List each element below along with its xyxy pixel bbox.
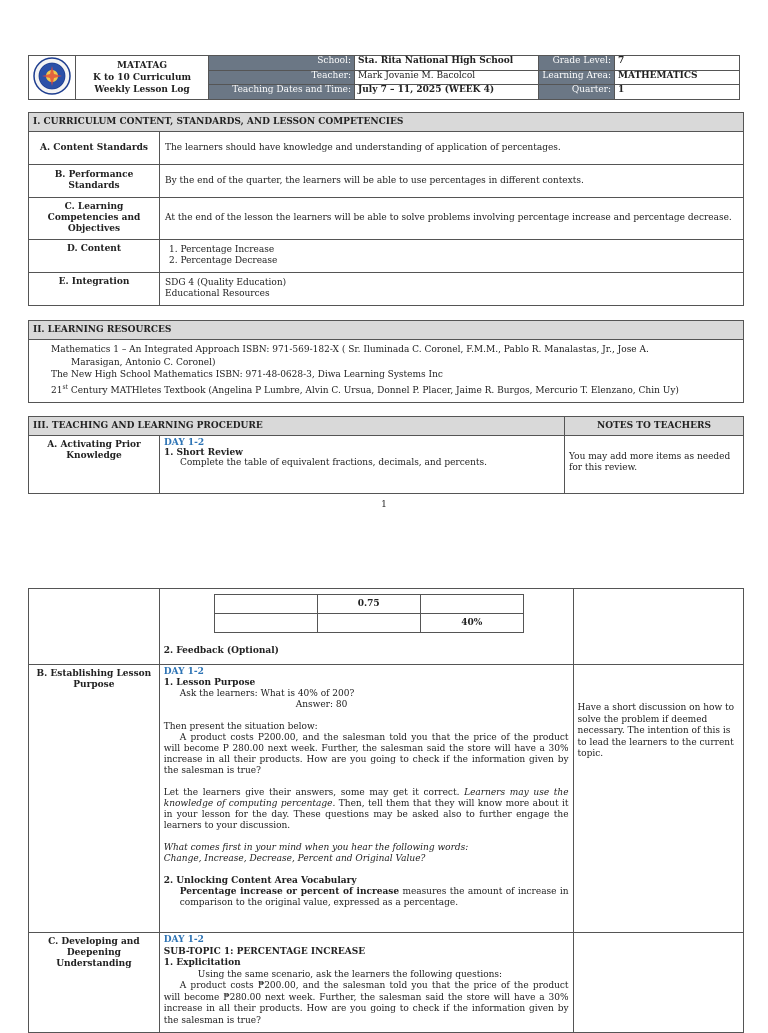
resource-item-cont: Marasigan, Antonio C. Coronel): [71, 357, 216, 368]
teacher-label: Teacher:: [209, 70, 355, 85]
section-title: I. CURRICULUM CONTENT, STANDARDS, AND LESSON COMPETENCIES: [29, 113, 744, 132]
activity-item: 1. Short Review: [164, 448, 243, 458]
grade-label: Grade Level:: [539, 56, 615, 71]
list-item: Educational Resources: [165, 289, 270, 299]
activity-item: 1. Lesson Purpose: [163, 678, 256, 688]
activity-content: [159, 665, 573, 933]
activity-text: Let the learners give their answers, some may get it correct. Learners may use the knowledge of computing percentage. Then, tell them that they will know more about it in your lesson for the day. These questions may be asked also to further engage the learners to your discussion.: [163, 788, 569, 831]
activity-text: Using the same scenario, ask the learners the following questions:: [197, 969, 503, 980]
grade-value: 7: [615, 56, 740, 71]
day-label: DAY 1-2: [164, 438, 205, 448]
area-value: MATHEMATICS: [615, 70, 740, 85]
empty-note-cell: [573, 933, 743, 1033]
feedback-item: 2. Feedback (Optional): [163, 646, 279, 656]
day-label: DAY 1-2: [163, 935, 204, 945]
teacher-note: Have a short discussion on how to solve the problem if deemed necessary. The intention of this is to lead the learners to the current topic.: [573, 665, 743, 933]
integration-list: [160, 273, 744, 306]
answer-text: Answer: 80: [295, 700, 348, 710]
teacher-value: Mark Jovanie M. Bacolcol: [355, 70, 539, 85]
activity-content: [159, 933, 573, 1033]
resource-item: The New High School Mathematics ISBN: 971-48-0628-3, Diwa Learning Systems Inc: [51, 370, 443, 380]
activity-item: 2. Unlocking Content Area Vocabulary: [163, 876, 357, 886]
row-label: E. Integration: [29, 273, 160, 306]
section-resources: [28, 320, 744, 403]
logo-cell: [29, 56, 76, 100]
dates-value: July 7 – 11, 2025 (WEEK 4): [355, 85, 539, 100]
question-text: What comes first in your mind when you hear the following words:: [163, 843, 469, 853]
list-item: 2. Percentage Decrease: [169, 256, 278, 266]
review-cell: [214, 614, 317, 633]
section-procedure: [28, 416, 744, 494]
activity-text: Then present the situation below:: [163, 722, 318, 732]
review-cell: 40%: [420, 614, 523, 633]
resource-item: Mathematics 1 – An Integrated Approach ISBN: 971-569-182-X ( Sr. Iluminada C. Coronel, F.M.M., Pablo R. Manalastas, Jr., Jose A.: [51, 345, 649, 355]
activity-text: Ask the learners: What is 40% of 200?: [179, 689, 355, 699]
situation-text: A product costs ₱200.00, and the salesman told you that the price of the product will become ₱280.00 next week. Further, the salesman said the store will have a 30% increase in all their products. How are you going to check if the information given by the salesman is true?: [163, 981, 569, 1026]
procedure-continued: [28, 588, 744, 1033]
school-label: School:: [209, 56, 355, 71]
resource-list: [29, 340, 744, 403]
row-text: At the end of the lesson the learners will be able to solve problems involving percentage increase and percentage decrease.: [160, 198, 744, 240]
question-text: Change, Increase, Decrease, Percent and Original Value?: [163, 854, 426, 864]
section-title: II. LEARNING RESOURCES: [29, 321, 744, 340]
row-label: C. Developing and Deepening Understanding: [29, 933, 160, 1033]
review-table-cell: [159, 589, 573, 665]
page-number: 1: [381, 500, 387, 510]
section-title: III. TEACHING AND LEARNING PROCEDURE: [29, 417, 565, 436]
area-label: Learning Area:: [539, 70, 615, 85]
row-text: By the end of the quarter, the learners will be able to use percentages in different contexts.: [160, 165, 744, 198]
review-cell: 0.75: [317, 595, 420, 614]
row-label: B. Performance Standards: [29, 165, 160, 198]
row-label: C. Learning Competencies and Objectives: [29, 198, 160, 240]
empty-label-cell: [29, 589, 160, 665]
row-label: A. Content Standards: [29, 132, 160, 165]
list-item: 1. Percentage Increase: [169, 245, 275, 255]
review-cell: [317, 614, 420, 633]
activity-item: 1. Explicitation: [163, 958, 241, 968]
school-value: Sta. Rita National High School: [355, 56, 539, 71]
quarter-label: Quarter:: [539, 85, 615, 100]
lesson-log-title: MATATAG K to 10 Curriculum Weekly Lesson Log: [76, 56, 209, 100]
activity-text: Complete the table of equivalent fractions, decimals, and percents.: [180, 458, 487, 468]
list-item: SDG 4 (Quality Education): [165, 278, 287, 288]
quarter-value: 1: [615, 85, 740, 100]
review-table: [214, 594, 524, 633]
row-text: The learners should have knowledge and understanding of application of percentages.: [160, 132, 744, 165]
dates-label: Teaching Dates and Time:: [209, 85, 355, 100]
row-label: B. Establishing Lesson Purpose: [29, 665, 160, 933]
activity-content: [160, 436, 565, 494]
row-label: A. Activating Prior Knowledge: [29, 436, 160, 494]
deped-seal-icon: [33, 57, 71, 95]
teacher-note: You may add more items as needed for this review.: [565, 436, 744, 494]
situation-text: A product costs P200.00, and the salesman told you that the price of the product will become P 280.00 next week. Further, the salesman said the store will have a 30% increase in all their products. How are you going to check if the information given by the salesman is true?: [163, 733, 569, 776]
review-cell: [214, 595, 317, 614]
section-curriculum: [28, 112, 744, 306]
vocab-text: Percentage increase or percent of increase measures the amount of increase in comparison to the original value, expressed as a percentage.: [179, 887, 569, 908]
content-list: [160, 240, 744, 273]
row-label: D. Content: [29, 240, 160, 273]
header-table: [28, 55, 740, 100]
notes-title: NOTES TO TEACHERS: [565, 417, 744, 436]
resource-item: 21st Century MATHletes Textbook (Angelina P Lumbre, Alvin C. Ursua, Donnel P. Placer, Jaime R. Burgos, Mercurio T. Elenzano, Chin Uy): [51, 383, 679, 396]
day-label: DAY 1-2: [163, 667, 204, 677]
empty-note-cell: [573, 589, 743, 665]
review-cell: [420, 595, 523, 614]
subtopic-title: SUB-TOPIC 1: PERCENTAGE INCREASE: [163, 946, 366, 957]
